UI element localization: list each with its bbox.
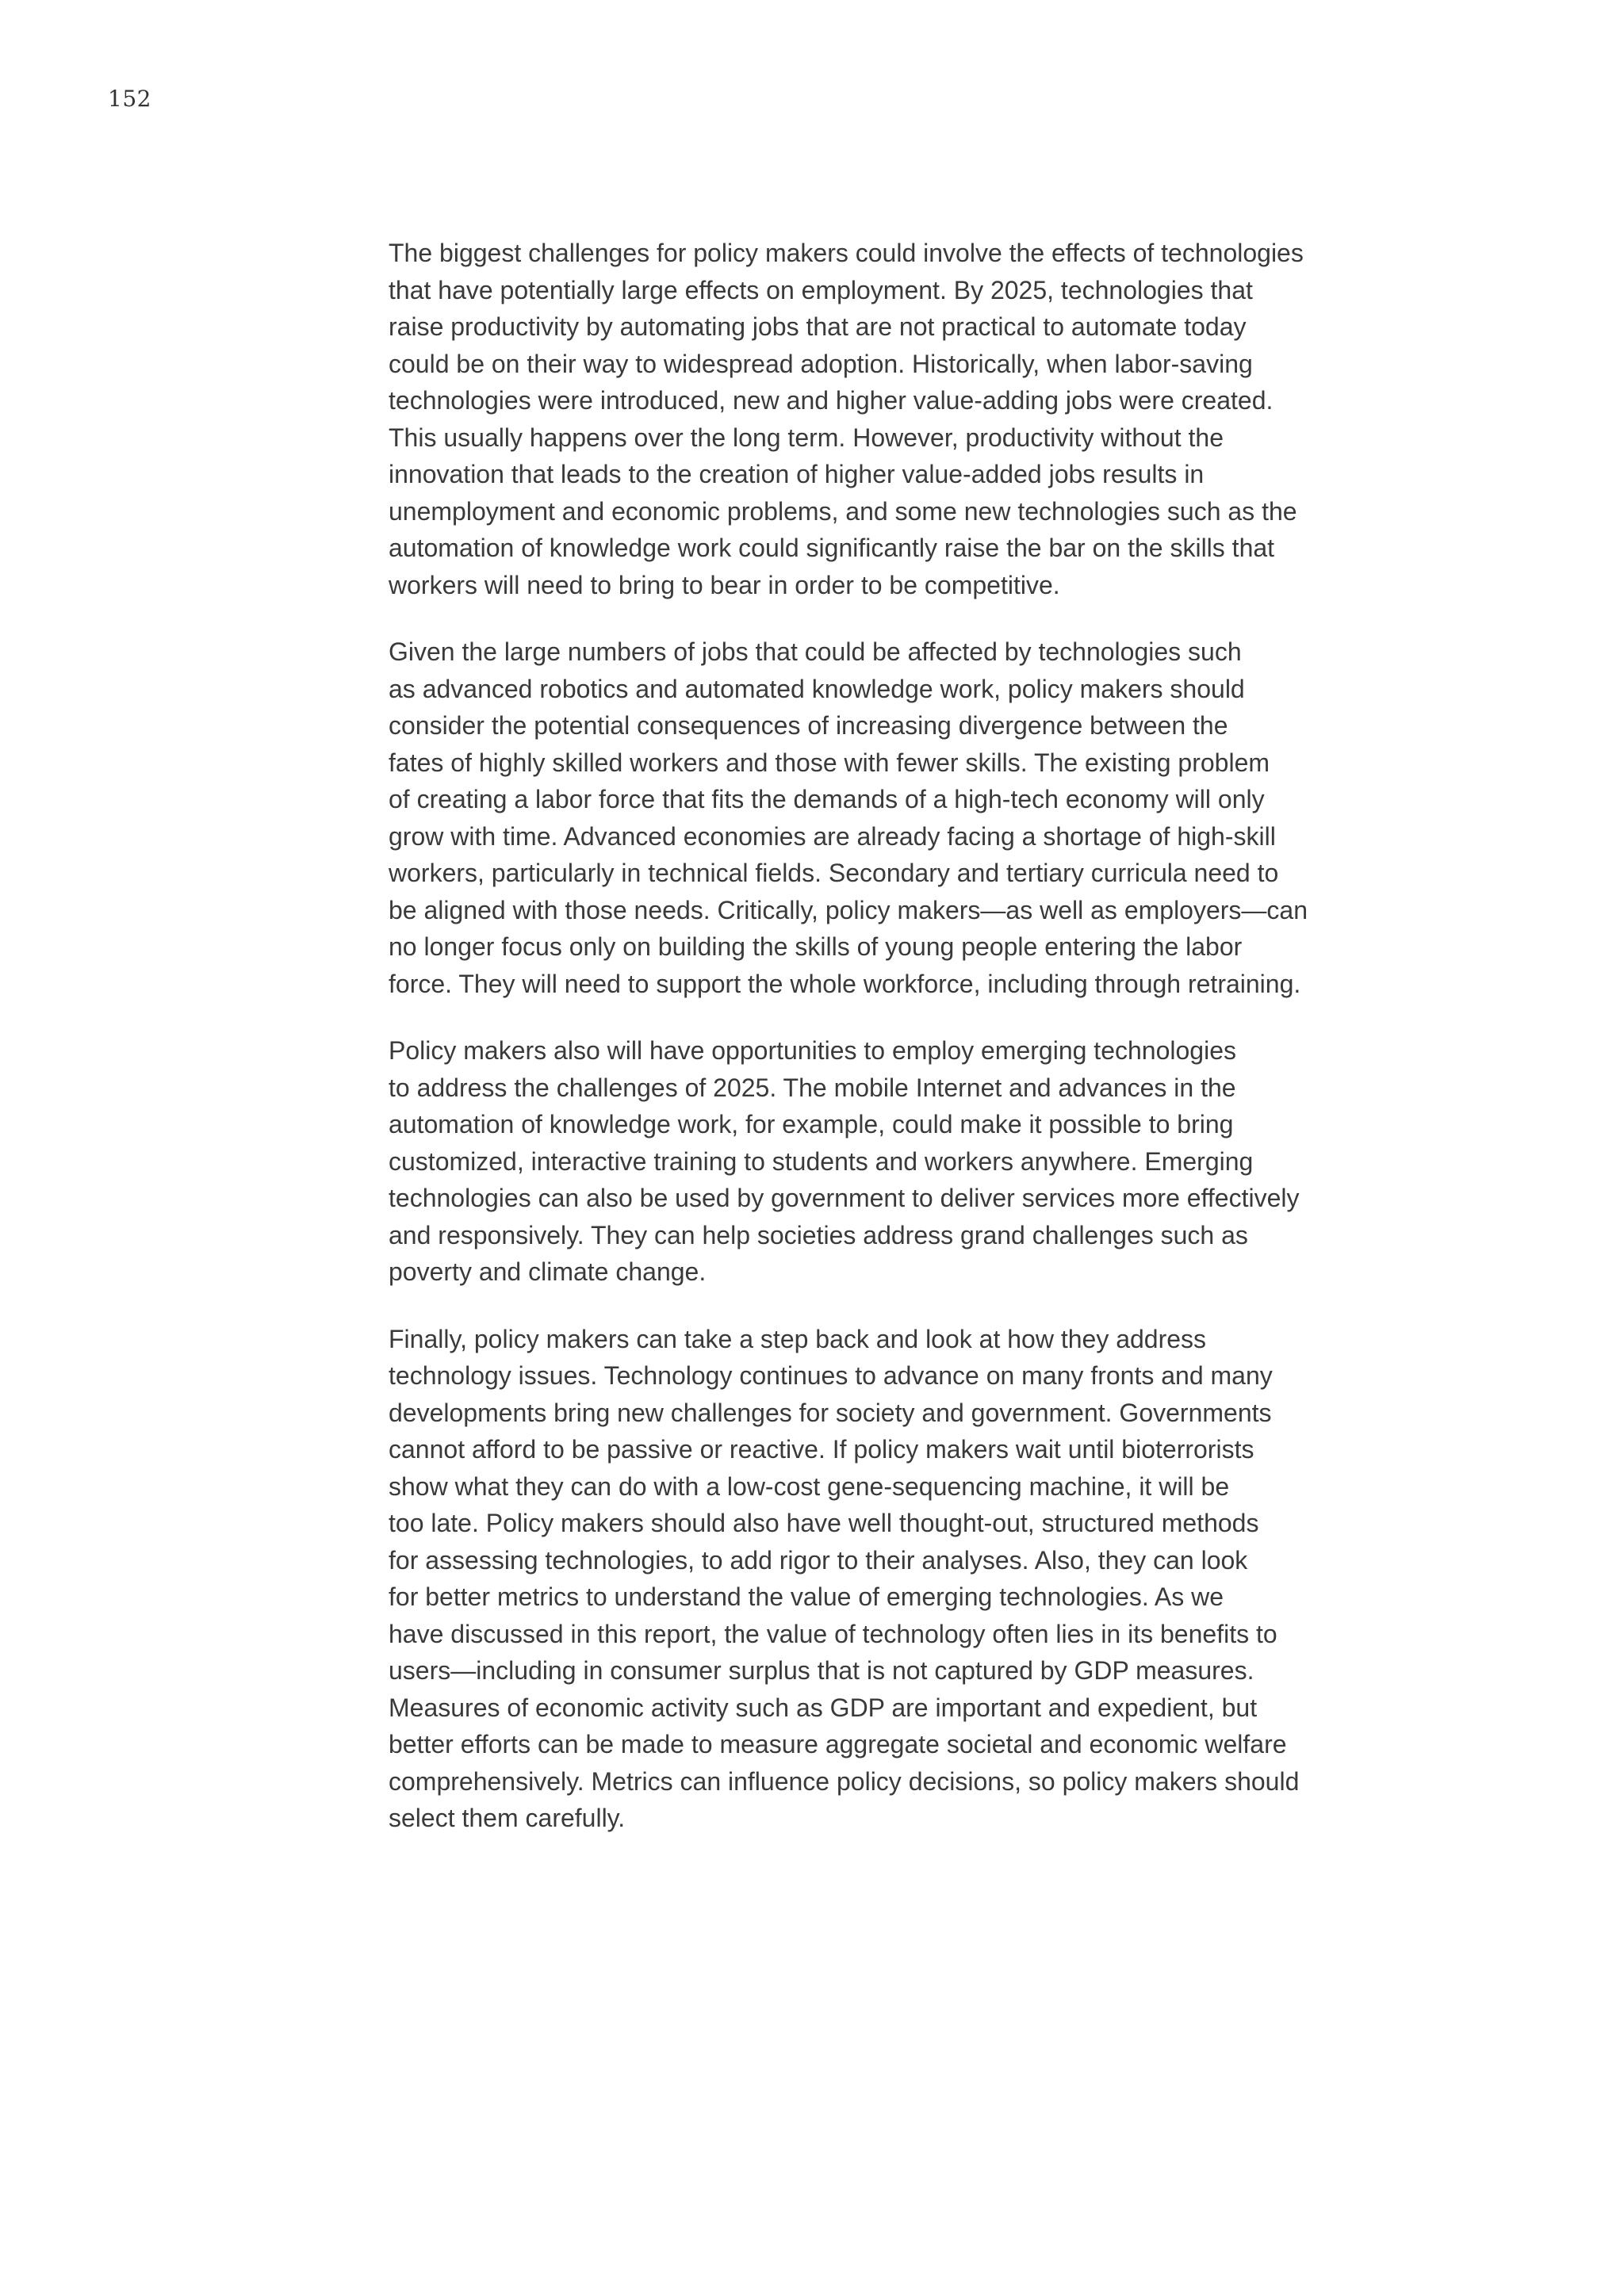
text-line: show what they can do with a low-cost gene-sequencing machine, it will be [389, 1471, 1230, 1501]
paragraph-2 [389, 633, 1380, 1002]
text-line: that have potentially large effects on employment. By 2025, technologies that [389, 275, 1253, 304]
text-line: could be on their way to widespread adoption. Historically, when labor-saving [389, 349, 1253, 378]
text-line: Given the large numbers of jobs that could be affected by technologies such [389, 637, 1242, 666]
text-line: workers will need to bring to bear in order to be competitive. [389, 570, 1060, 599]
text-line: comprehensively. Metrics can influence policy decisions, so policy makers should [389, 1766, 1300, 1796]
text-line: technology issues. Technology continues to advance on many fronts and many [389, 1361, 1273, 1390]
paragraph-1 [389, 235, 1380, 603]
text-line: unemployment and economic problems, and some new technologies such as the [389, 496, 1297, 526]
text-line: automation of knowledge work, for example, could make it possible to bring [389, 1110, 1234, 1138]
text-line: customized, interactive training to students and workers anywhere. Emerging [389, 1146, 1254, 1176]
text-line: no longer focus only on building the skills of young people entering the labor [389, 932, 1243, 961]
text-line: developments bring new challenges for society and government. Governments [389, 1398, 1272, 1427]
text-line: fates of highly skilled workers and those with fewer skills. The existing problem [389, 748, 1270, 777]
text-line: Finally, policy makers can take a step back and look at how they address [389, 1324, 1207, 1353]
text-line: grow with time. Advanced economies are already facing a shortage of high-skill [389, 821, 1276, 851]
text-line: consider the potential consequences of increasing divergence between the [389, 711, 1228, 740]
text-line: be aligned with those needs. Critically, policy makers—as well as employers—can [389, 895, 1308, 924]
text-line: users—including in consumer surplus that is not captured by GDP measures. [389, 1656, 1254, 1685]
text-line: of creating a labor force that fits the demands of a high-tech economy will only [389, 785, 1265, 813]
text-line: better efforts can be made to measure aggregate societal and economic welfare [389, 1730, 1287, 1758]
page-number: 152 [108, 86, 151, 112]
text-line: Policy makers also will have opportunities to employ emerging technologies [389, 1036, 1236, 1065]
paragraph-3 [389, 1032, 1380, 1291]
text-line: raise productivity by automating jobs that are not practical to automate today [389, 312, 1247, 341]
text-line: Measures of economic activity such as GDP are important and expedient, but [389, 1693, 1258, 1722]
text-line: technologies can also be used by government to deliver services more effectively [389, 1184, 1300, 1212]
text-line: have discussed in this report, the value of technology often lies in its benefits to [389, 1619, 1277, 1648]
text-line: This usually happens over the long term. However, productivity without the [389, 423, 1224, 452]
text-line: cannot afford to be passive or reactive. If policy makers wait until bioterrorists [389, 1435, 1254, 1464]
text-line: select them carefully. [389, 1804, 626, 1832]
body-text [389, 235, 1380, 1867]
text-line: force. They will need to support the whole workforce, including through retraining. [389, 969, 1301, 998]
text-line: for better metrics to understand the value of emerging technologies. As we [389, 1582, 1224, 1611]
text-line: for assessing technologies, to add rigor to their analyses. Also, they can look [389, 1545, 1248, 1575]
text-line: as advanced robotics and automated knowledge work, policy makers should [389, 674, 1245, 703]
paragraph-4 [389, 1321, 1380, 1837]
text-line: innovation that leads to the creation of higher value-added jobs results in [389, 460, 1205, 488]
text-line: automation of knowledge work could significantly raise the bar on the skills that [389, 534, 1275, 562]
text-line: workers, particularly in technical fields. Secondary and tertiary curricula need to [389, 859, 1279, 887]
text-line: The biggest challenges for policy makers could involve the effects of technologies [389, 239, 1304, 267]
text-line: to address the challenges of 2025. The mobile Internet and advances in the [389, 1073, 1236, 1102]
text-line: and responsively. They can help societies address grand challenges such as [389, 1220, 1248, 1249]
text-line: poverty and climate change. [389, 1257, 707, 1286]
text-line: technologies were introduced, new and higher value-adding jobs were created. [389, 386, 1274, 415]
text-line: too late. Policy makers should also have well thought-out, structured methods [389, 1509, 1259, 1537]
